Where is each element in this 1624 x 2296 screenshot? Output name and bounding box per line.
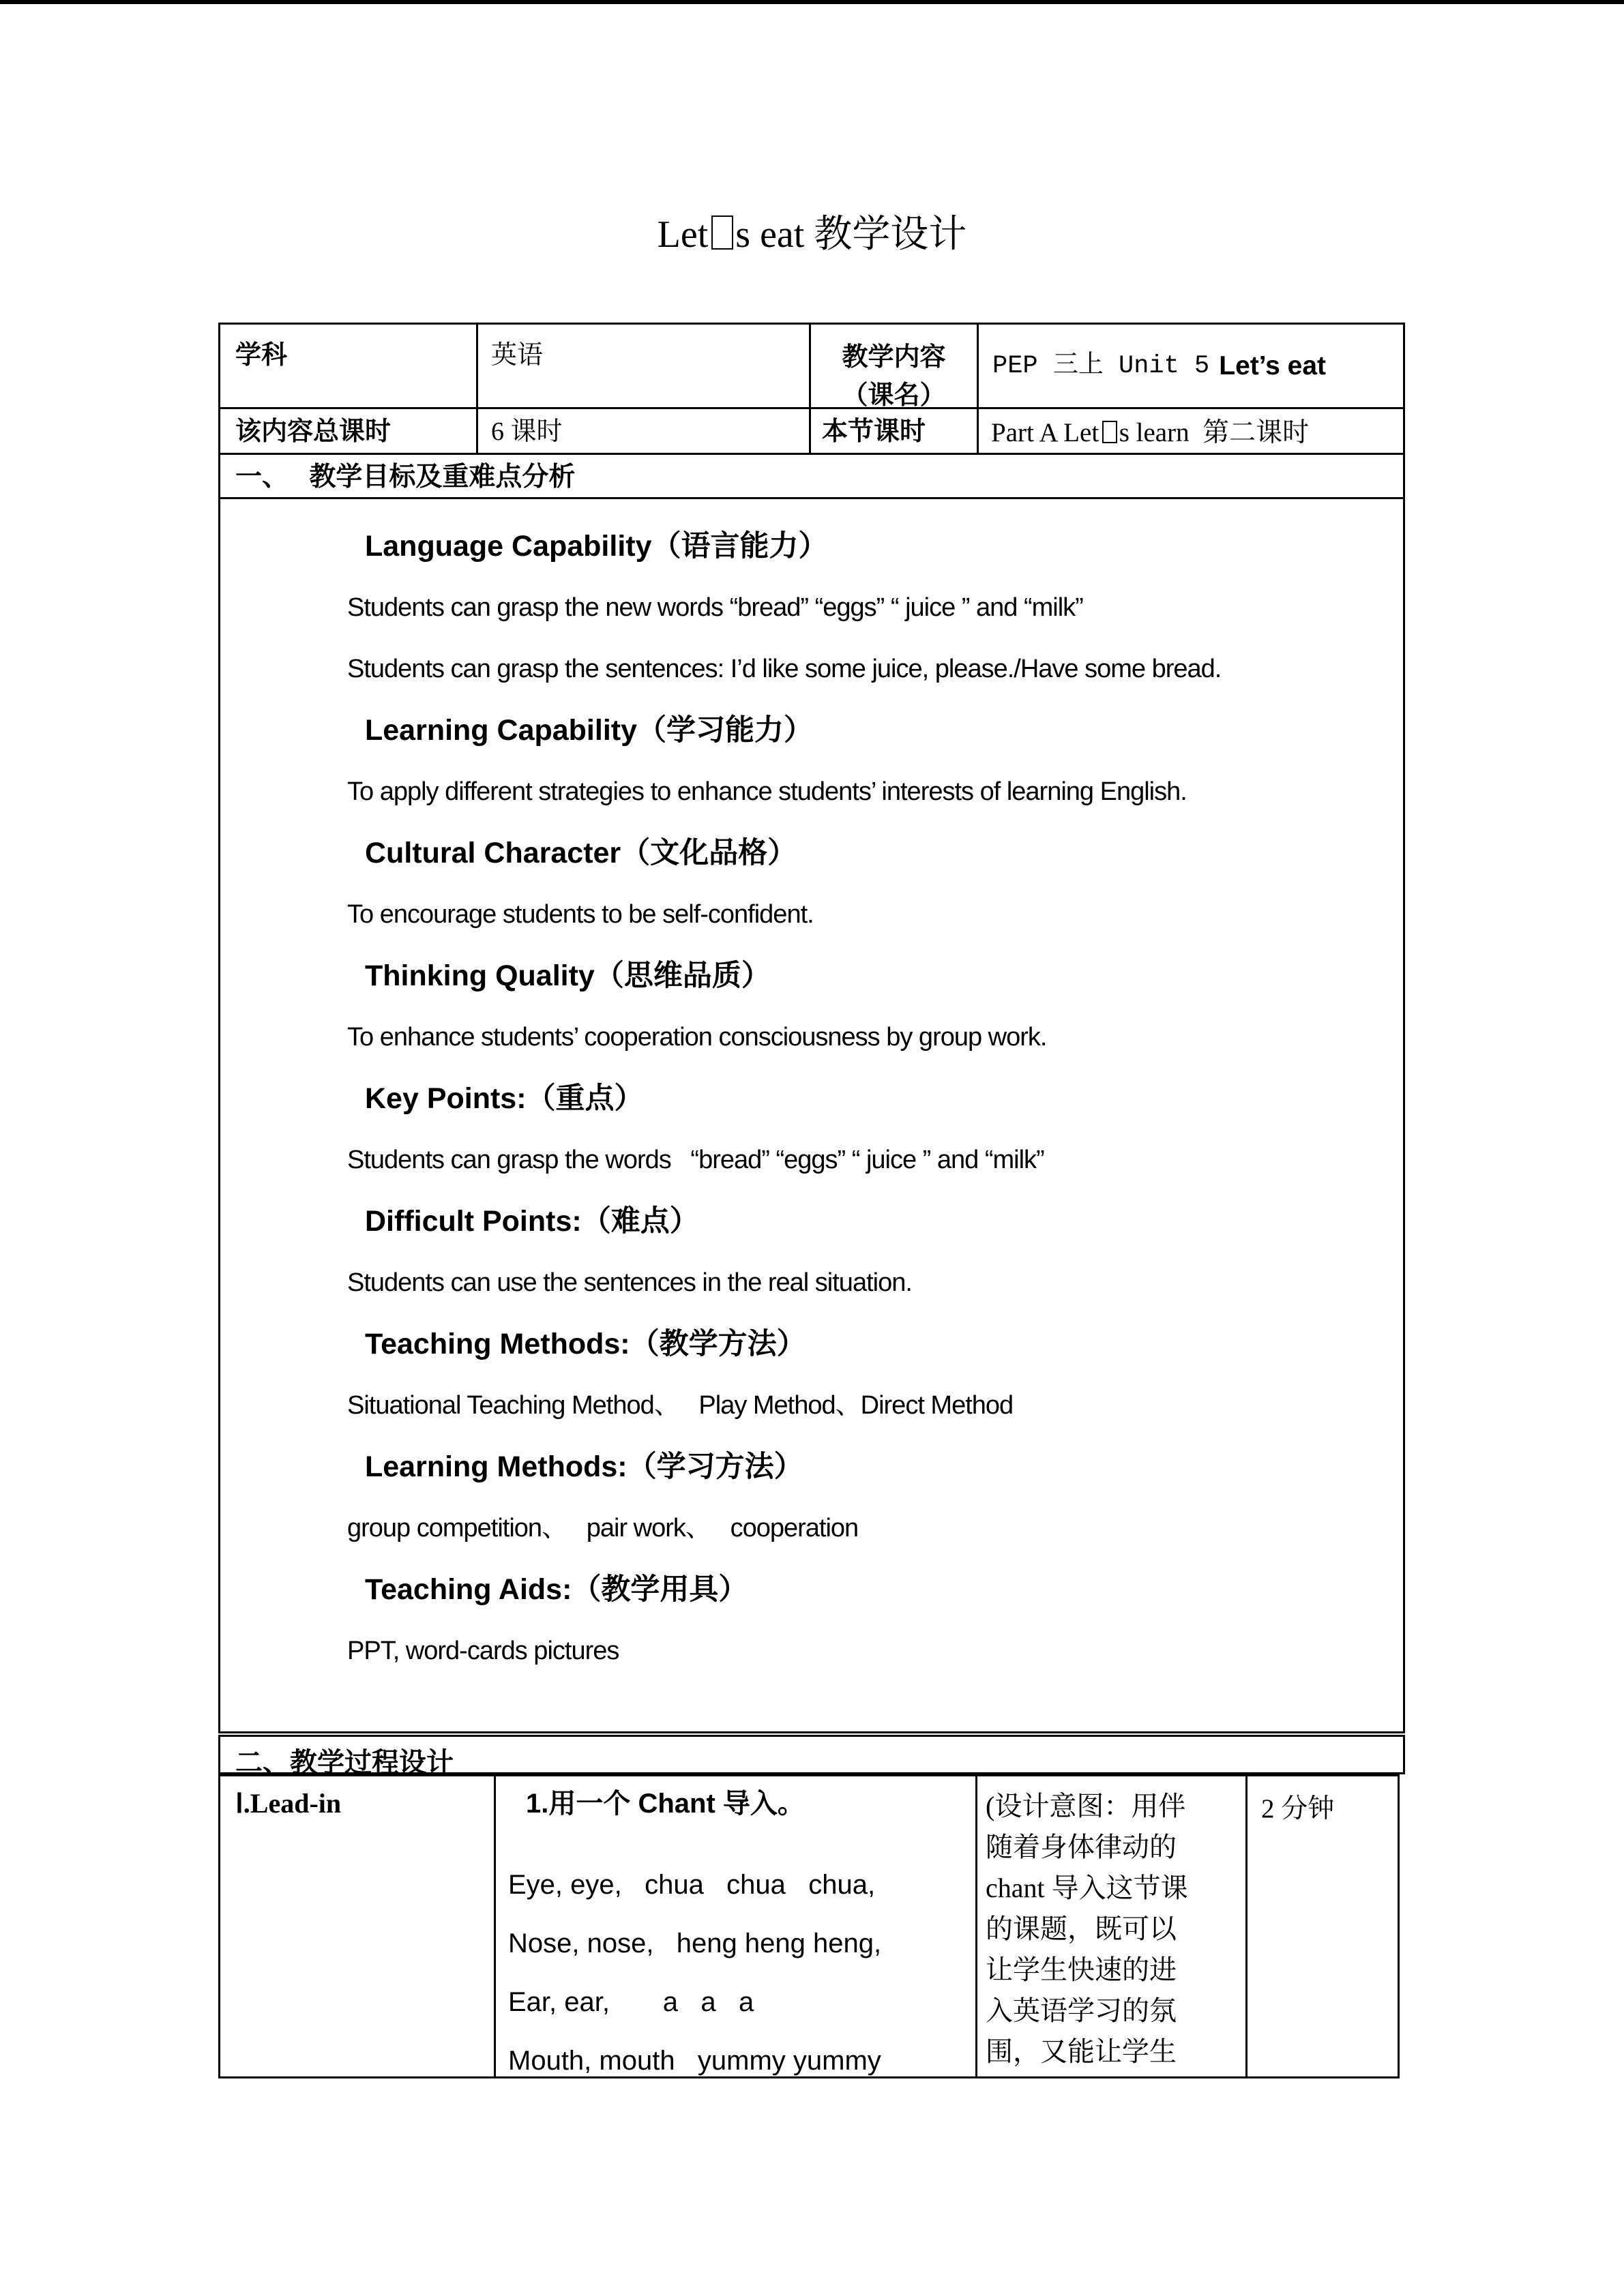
- content-label-line2: （课名）: [842, 381, 946, 410]
- content-label: [811, 325, 979, 409]
- intent-line: 的课题，既可以: [986, 1913, 1177, 1944]
- chant-line: Mouth, mouth yummy yummy: [508, 2046, 881, 2076]
- intent-line: 随着身体律动的: [986, 1832, 1177, 1862]
- objective-heading-en: Learning Methods:: [365, 1450, 628, 1483]
- objective-body: To encourage students to be self-confident.: [347, 900, 814, 929]
- objective-heading-zh: （教学方法）: [630, 1328, 806, 1360]
- title-text-post: s eat 教学设计: [735, 213, 967, 256]
- objective-heading: [220, 713, 1403, 747]
- objective-body: Students can use the sentences in the real situation.: [347, 1268, 912, 1297]
- objective-heading-en: Language Capability: [365, 530, 652, 563]
- activity-cell: [496, 1776, 977, 2076]
- objective-heading-en: Teaching Methods:: [365, 1328, 630, 1360]
- objective-heading: [220, 1327, 1403, 1361]
- objectives-cell: [220, 499, 1403, 1731]
- section-two-header: 二、教学过程设计: [218, 1735, 1405, 1774]
- content-value-code: PEP 三上 Unit 5: [992, 351, 1210, 381]
- objective-heading-zh: （学习能力）: [637, 714, 814, 747]
- objective-heading-zh: （思维品质）: [594, 959, 771, 992]
- title-text-pre: Let: [657, 213, 709, 256]
- objective-heading: [220, 529, 1403, 563]
- duration-cell: 2 分钟: [1261, 1794, 1335, 1823]
- total-periods-value: 6 课时: [478, 409, 811, 455]
- missing-glyph-box: [711, 215, 733, 250]
- objective-body: Situational Teaching Method、 Play Method、Direct Method: [347, 1391, 1014, 1420]
- activity-step: 1.用一个 Chant 导入。: [526, 1789, 805, 1819]
- objective-heading: [220, 1450, 1403, 1484]
- objective-heading: [220, 959, 1403, 993]
- objective-body: PPT, word-cards pictures: [347, 1637, 619, 1665]
- info-table: [218, 323, 1405, 1733]
- page-title: [0, 213, 1624, 256]
- process-table: [218, 1774, 1400, 2078]
- objective-heading: [220, 1082, 1403, 1116]
- subject-label: 学科: [220, 325, 478, 409]
- objective-heading-zh: （难点）: [581, 1205, 699, 1238]
- objective-body: Students can grasp the new words “bread” “eggs” “ juice ” and “milk”: [347, 593, 1083, 622]
- intent-line: 让学生快速的进: [986, 1954, 1177, 1985]
- intent-line: 入英语学习的氛: [986, 1995, 1177, 2026]
- objective-body: To enhance students’ cooperation consciousness by group work.: [347, 1023, 1047, 1052]
- objective-heading-zh: （重点）: [526, 1082, 644, 1115]
- chant-line: Ear, ear, a a a: [508, 1987, 754, 2017]
- objective-heading-en: Difficult Points:: [365, 1205, 582, 1238]
- objective-heading-zh: （学习方法）: [627, 1450, 803, 1483]
- stage-cell: Ⅰ.Lead-in: [220, 1776, 496, 2076]
- section-one-header: 一、 教学目标及重难点分析: [220, 455, 1403, 499]
- objective-body: To apply different strategies to enhance students’ interests of learning English.: [347, 777, 1187, 806]
- objective-heading-en: Key Points:: [365, 1082, 527, 1115]
- objective-body: Students can grasp the sentences: I’d like some juice, please./Have some bread.: [347, 655, 1222, 683]
- objective-heading-zh: （语言能力）: [651, 530, 828, 563]
- objective-body: Students can grasp the words “bread” “eggs” “ juice ” and “milk”: [347, 1146, 1044, 1174]
- intent-line: 围，又能让学生: [986, 2036, 1177, 2067]
- content-label-line1: 教学内容: [842, 343, 946, 372]
- lesson-label: 本节课时: [811, 409, 979, 455]
- content-value: [979, 325, 1403, 409]
- chant-line: Nose, nose, heng heng heng,: [508, 1928, 882, 1958]
- objective-heading: [220, 836, 1403, 870]
- lesson-value-post: s learn 第二课时: [1119, 418, 1310, 447]
- top-black-bar: [0, 0, 1624, 4]
- content-value-title: Let’s eat: [1219, 351, 1327, 381]
- total-periods-label: 该内容总课时: [220, 409, 478, 455]
- objective-heading-en: Teaching Aids:: [365, 1573, 572, 1606]
- intent-line: (设计意图：用伴: [986, 1791, 1186, 1821]
- objective-heading: [220, 1572, 1403, 1607]
- lesson-value: [979, 409, 1403, 455]
- objective-heading-en: Cultural Character: [365, 837, 621, 869]
- objective-heading-zh: （教学用具）: [572, 1573, 748, 1606]
- chant-line: Eye, eye, chua chua chua,: [508, 1870, 876, 1900]
- intent-cell: [977, 1776, 1247, 2076]
- subject-value: 英语: [478, 325, 811, 409]
- missing-glyph-box: [1102, 421, 1117, 443]
- objective-body: group competition、 pair work、 cooperation: [347, 1514, 859, 1542]
- intent-line: chant 导入这节课: [986, 1873, 1188, 1903]
- objective-heading-en: Learning Capability: [365, 714, 638, 747]
- objective-heading-zh: （文化品格）: [621, 837, 797, 869]
- objective-heading: [220, 1204, 1403, 1238]
- objective-heading-en: Thinking Quality: [365, 959, 595, 992]
- lesson-value-pre: Part A Let: [991, 418, 1099, 447]
